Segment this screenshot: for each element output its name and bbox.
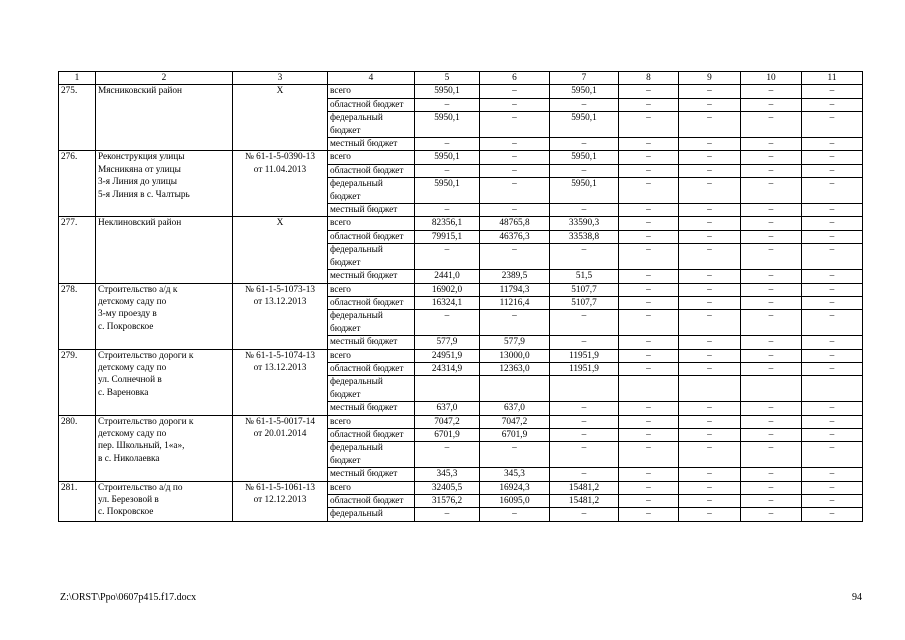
value-cell: 12363,0: [480, 362, 550, 375]
value-cell: 5950,1: [550, 151, 619, 164]
object-name: [96, 349, 233, 415]
value-cell: –: [550, 310, 619, 336]
object-name: [96, 217, 233, 283]
value-cell: 24951,9: [415, 349, 480, 362]
value-cell: –: [619, 85, 679, 98]
object-name-line: Строительство а/д по: [98, 482, 183, 493]
value-cell: –: [679, 270, 741, 283]
value-cell: –: [802, 402, 863, 415]
column-number-header: 10: [741, 72, 802, 85]
value-cell: –: [679, 244, 741, 270]
value-cell: –: [550, 508, 619, 521]
value-cell: –: [802, 230, 863, 243]
value-cell: –: [802, 98, 863, 111]
column-number-header: 7: [550, 72, 619, 85]
value-cell: [415, 376, 480, 402]
column-number-header: 2: [96, 72, 233, 85]
document-ref-line: № 61-1-5-1073-13: [244, 284, 316, 295]
value-cell: –: [741, 178, 802, 204]
value-cell: –: [741, 442, 802, 468]
budget-type: областной бюджет: [328, 428, 415, 441]
value-cell: 46376,3: [480, 230, 550, 243]
document-ref-line: Х: [276, 86, 284, 97]
value-cell: –: [480, 98, 550, 111]
column-number-header: 11: [802, 72, 863, 85]
column-number-header: 6: [480, 72, 550, 85]
value-cell: –: [802, 244, 863, 270]
value-cell: –: [619, 217, 679, 230]
value-cell: –: [741, 296, 802, 309]
budget-type: всего: [328, 283, 415, 296]
value-cell: 5107,7: [550, 296, 619, 309]
value-cell: –: [619, 468, 679, 481]
document-ref: [233, 283, 328, 349]
value-cell: 15481,2: [550, 495, 619, 508]
document-ref-line: от 13.12.2013: [253, 296, 307, 307]
value-cell: –: [415, 442, 480, 468]
value-cell: –: [619, 98, 679, 111]
value-cell: 5950,1: [550, 178, 619, 204]
value-cell: –: [415, 98, 480, 111]
value-cell: –: [415, 244, 480, 270]
value-cell: –: [741, 428, 802, 441]
budget-type: федеральный бюджет: [328, 310, 415, 336]
budget-type: федеральный бюджет: [328, 442, 415, 468]
object-name-line: ул. Березовой в: [98, 495, 159, 505]
value-cell: –: [619, 336, 679, 349]
value-cell: –: [480, 85, 550, 98]
object-name: [96, 151, 233, 217]
object-name: [96, 283, 233, 349]
value-cell: –: [679, 336, 741, 349]
value-cell: 5950,1: [415, 85, 480, 98]
budget-type: местный бюджет: [328, 468, 415, 481]
value-cell: 33590,3: [550, 217, 619, 230]
value-cell: 6701,9: [480, 428, 550, 441]
value-cell: –: [550, 442, 619, 468]
column-number-header: 4: [328, 72, 415, 85]
value-cell: –: [679, 217, 741, 230]
value-cell: –: [741, 85, 802, 98]
value-cell: –: [480, 204, 550, 217]
document-ref: [233, 85, 328, 151]
value-cell: –: [741, 204, 802, 217]
value-cell: –: [619, 349, 679, 362]
value-cell: –: [550, 138, 619, 151]
value-cell: 7047,2: [480, 415, 550, 428]
value-cell: 16095,0: [480, 495, 550, 508]
object-name-line: детскому саду по: [98, 428, 167, 439]
object-name-line: Реконструкция улицы: [98, 152, 185, 163]
value-cell: 16902,0: [415, 283, 480, 296]
value-cell: –: [741, 336, 802, 349]
value-cell: –: [679, 442, 741, 468]
document-ref-line: от 20.01.2014: [253, 428, 307, 439]
value-cell: 13000,0: [480, 349, 550, 362]
value-cell: –: [802, 336, 863, 349]
value-cell: –: [741, 310, 802, 336]
value-cell: –: [741, 138, 802, 151]
value-cell: –: [679, 362, 741, 375]
value-cell: –: [619, 244, 679, 270]
document-ref-line: № 61-1-5-0017-14: [244, 416, 316, 427]
value-cell: –: [802, 468, 863, 481]
value-cell: –: [802, 204, 863, 217]
table-row: [59, 85, 863, 98]
object-name-line: Строительство дороги к: [98, 416, 194, 427]
value-cell: –: [802, 138, 863, 151]
value-cell: –: [679, 296, 741, 309]
value-cell: –: [619, 112, 679, 138]
value-cell: –: [679, 310, 741, 336]
value-cell: –: [802, 151, 863, 164]
value-cell: –: [679, 495, 741, 508]
value-cell: 15481,2: [550, 481, 619, 494]
value-cell: –: [679, 112, 741, 138]
value-cell: [550, 376, 619, 402]
value-cell: 11216,4: [480, 296, 550, 309]
item-number: 275.: [59, 85, 96, 151]
value-cell: –: [480, 138, 550, 151]
value-cell: –: [741, 495, 802, 508]
value-cell: –: [802, 85, 863, 98]
value-cell: –: [802, 164, 863, 177]
budget-type: федеральный бюджет: [328, 244, 415, 270]
value-cell: –: [550, 428, 619, 441]
object-name-line: Мясниковский район: [98, 86, 182, 97]
value-cell: –: [802, 349, 863, 362]
value-cell: 16324,1: [415, 296, 480, 309]
item-number: 278.: [59, 283, 96, 349]
value-cell: –: [619, 138, 679, 151]
value-cell: 5950,1: [415, 112, 480, 138]
table-row: [59, 283, 863, 296]
value-cell: 2389,5: [480, 270, 550, 283]
column-number-header: 9: [679, 72, 741, 85]
budget-type: областной бюджет: [328, 98, 415, 111]
value-cell: –: [679, 204, 741, 217]
value-cell: –: [679, 164, 741, 177]
value-cell: –: [679, 428, 741, 441]
item-number: 277.: [59, 217, 96, 283]
value-cell: –: [741, 217, 802, 230]
value-cell: 48765,8: [480, 217, 550, 230]
budget-type: федеральный бюджет: [328, 376, 415, 402]
value-cell: –: [741, 415, 802, 428]
object-name-line: Строительство дороги к: [98, 350, 194, 361]
value-cell: –: [480, 310, 550, 336]
value-cell: –: [619, 178, 679, 204]
object-name-line: 3-я Линия до улицы: [98, 177, 177, 188]
document-ref: [233, 415, 328, 481]
value-cell: –: [550, 415, 619, 428]
document-ref-line: Х: [276, 218, 284, 229]
value-cell: –: [741, 283, 802, 296]
header-row: [59, 72, 863, 85]
table-body: [59, 72, 863, 522]
value-cell: –: [802, 508, 863, 521]
value-cell: –: [679, 230, 741, 243]
object-name-line: ул. Солнечной в: [98, 375, 162, 386]
budget-type: областной бюджет: [328, 164, 415, 177]
value-cell: 24314,9: [415, 362, 480, 375]
value-cell: –: [480, 112, 550, 138]
value-cell: 51,5: [550, 270, 619, 283]
value-cell: –: [679, 98, 741, 111]
value-cell: –: [741, 508, 802, 521]
table-row: [59, 151, 863, 164]
value-cell: –: [550, 336, 619, 349]
value-cell: –: [550, 244, 619, 270]
budget-type: местный бюджет: [328, 270, 415, 283]
value-cell: –: [480, 151, 550, 164]
value-cell: –: [802, 428, 863, 441]
value-cell: –: [802, 362, 863, 375]
document-ref-line: № 61-1-5-1074-13: [244, 350, 316, 361]
table-row: [59, 349, 863, 362]
budget-type: всего: [328, 217, 415, 230]
value-cell: 345,3: [415, 468, 480, 481]
budget-type: областной бюджет: [328, 362, 415, 375]
value-cell: –: [550, 204, 619, 217]
object-name-line: Неклиновский район: [98, 218, 182, 229]
value-cell: –: [741, 468, 802, 481]
value-cell: 82356,1: [415, 217, 480, 230]
value-cell: –: [679, 508, 741, 521]
budget-type: местный бюджет: [328, 138, 415, 151]
object-name-line: Строительство а/д к: [98, 284, 178, 295]
value-cell: –: [480, 442, 550, 468]
budget-type: областной бюджет: [328, 296, 415, 309]
value-cell: –: [619, 310, 679, 336]
value-cell: –: [741, 481, 802, 494]
value-cell: –: [619, 508, 679, 521]
table-row: [59, 217, 863, 230]
value-cell: –: [619, 495, 679, 508]
object-name-line: детскому саду по: [98, 362, 167, 373]
value-cell: –: [619, 164, 679, 177]
value-cell: –: [741, 98, 802, 111]
value-cell: –: [679, 402, 741, 415]
value-cell: –: [679, 415, 741, 428]
value-cell: 577,9: [480, 336, 550, 349]
value-cell: –: [415, 204, 480, 217]
value-cell: –: [619, 151, 679, 164]
value-cell: 5950,1: [415, 151, 480, 164]
budget-type: областной бюджет: [328, 230, 415, 243]
item-number: 276.: [59, 151, 96, 217]
document-ref: [233, 217, 328, 283]
budget-type: местный бюджет: [328, 402, 415, 415]
column-number-header: 3: [233, 72, 328, 85]
budget-type: всего: [328, 481, 415, 494]
budget-type: местный бюджет: [328, 336, 415, 349]
value-cell: [679, 376, 741, 402]
table-row: [59, 415, 863, 428]
object-name-line: детскому саду по: [98, 296, 167, 307]
object-name-line: 5-я Линия в с. Чалтырь: [98, 189, 190, 200]
object-name-line: в с. Николаевка: [98, 453, 160, 464]
column-number-header: 1: [59, 72, 96, 85]
object-name-line: 3-му проезду в: [98, 309, 157, 320]
value-cell: 33538,8: [550, 230, 619, 243]
value-cell: [802, 376, 863, 402]
value-cell: –: [415, 508, 480, 521]
column-number-header: 8: [619, 72, 679, 85]
value-cell: 7047,2: [415, 415, 480, 428]
value-cell: –: [619, 230, 679, 243]
value-cell: –: [619, 442, 679, 468]
value-cell: 31576,2: [415, 495, 480, 508]
document-ref: [233, 481, 328, 521]
value-cell: –: [619, 270, 679, 283]
budget-type: местный бюджет: [328, 204, 415, 217]
budget-type: всего: [328, 151, 415, 164]
value-cell: 577,9: [415, 336, 480, 349]
document-ref-line: № 61-1-5-0390-13: [244, 152, 316, 163]
object-name: [96, 85, 233, 151]
document-ref-line: от 11.04.2013: [253, 164, 307, 175]
value-cell: –: [619, 428, 679, 441]
value-cell: –: [741, 164, 802, 177]
value-cell: –: [550, 468, 619, 481]
value-cell: –: [679, 85, 741, 98]
value-cell: –: [741, 362, 802, 375]
value-cell: –: [679, 178, 741, 204]
value-cell: –: [415, 138, 480, 151]
value-cell: –: [619, 481, 679, 494]
value-cell: –: [619, 204, 679, 217]
budget-type: федеральный: [328, 508, 415, 521]
budget-table: [58, 71, 863, 522]
file-path: Z:\ORST\Ppo\0607p415.f17.docx: [60, 592, 197, 603]
value-cell: –: [741, 244, 802, 270]
value-cell: –: [415, 164, 480, 177]
value-cell: [619, 376, 679, 402]
value-cell: 6701,9: [415, 428, 480, 441]
object-name: [96, 481, 233, 521]
value-cell: –: [679, 481, 741, 494]
value-cell: –: [480, 508, 550, 521]
document-ref: [233, 349, 328, 415]
value-cell: –: [550, 164, 619, 177]
object-name-line: с. Покровское: [98, 321, 154, 332]
value-cell: –: [802, 495, 863, 508]
value-cell: –: [679, 468, 741, 481]
value-cell: –: [802, 481, 863, 494]
value-cell: –: [619, 402, 679, 415]
value-cell: –: [619, 296, 679, 309]
value-cell: 5107,7: [550, 283, 619, 296]
value-cell: –: [550, 402, 619, 415]
value-cell: –: [802, 310, 863, 336]
value-cell: –: [802, 270, 863, 283]
document-ref-line: от 13.12.2013: [253, 362, 307, 373]
value-cell: –: [480, 178, 550, 204]
value-cell: –: [619, 283, 679, 296]
object-name-line: Мясникяна от улицы: [98, 164, 181, 175]
object-name: [96, 415, 233, 481]
value-cell: –: [415, 310, 480, 336]
value-cell: 2441,0: [415, 270, 480, 283]
value-cell: –: [619, 415, 679, 428]
page-number: 94: [852, 592, 862, 603]
item-number: 280.: [59, 415, 96, 481]
object-name-line: пер. Школьный, 1«а»,: [98, 441, 185, 452]
value-cell: –: [741, 270, 802, 283]
document-ref-line: от 12.12.2013: [253, 495, 307, 505]
value-cell: –: [802, 442, 863, 468]
value-cell: 16924,3: [480, 481, 550, 494]
item-number: 281.: [59, 481, 96, 521]
document-ref-line: № 61-1-5-1061-13: [244, 482, 316, 493]
value-cell: 11951,9: [550, 349, 619, 362]
value-cell: –: [679, 283, 741, 296]
value-cell: –: [802, 178, 863, 204]
value-cell: –: [802, 112, 863, 138]
value-cell: 5950,1: [550, 85, 619, 98]
value-cell: 32405,5: [415, 481, 480, 494]
column-number-header: 5: [415, 72, 480, 85]
document-ref: [233, 151, 328, 217]
value-cell: –: [679, 151, 741, 164]
value-cell: 5950,1: [550, 112, 619, 138]
object-name-line: с. Покровское: [98, 507, 154, 518]
value-cell: 637,0: [415, 402, 480, 415]
value-cell: –: [480, 244, 550, 270]
value-cell: –: [802, 283, 863, 296]
budget-type: федеральный бюджет: [328, 112, 415, 138]
item-number: 279.: [59, 349, 96, 415]
value-cell: –: [741, 349, 802, 362]
value-cell: –: [480, 164, 550, 177]
value-cell: 637,0: [480, 402, 550, 415]
value-cell: 79915,1: [415, 230, 480, 243]
value-cell: –: [741, 402, 802, 415]
budget-type: всего: [328, 85, 415, 98]
budget-type: всего: [328, 415, 415, 428]
object-name-line: с. Вареновка: [98, 387, 149, 398]
value-cell: –: [741, 112, 802, 138]
budget-type: всего: [328, 349, 415, 362]
table-row: [59, 481, 863, 494]
budget-type: областной бюджет: [328, 495, 415, 508]
value-cell: 5950,1: [415, 178, 480, 204]
value-cell: –: [802, 415, 863, 428]
value-cell: [741, 376, 802, 402]
value-cell: 345,3: [480, 468, 550, 481]
value-cell: –: [802, 217, 863, 230]
value-cell: –: [619, 362, 679, 375]
value-cell: [480, 376, 550, 402]
budget-type: федеральный бюджет: [328, 178, 415, 204]
value-cell: –: [741, 230, 802, 243]
value-cell: 11951,9: [550, 362, 619, 375]
value-cell: –: [550, 98, 619, 111]
value-cell: –: [802, 296, 863, 309]
value-cell: –: [679, 349, 741, 362]
value-cell: 11794,3: [480, 283, 550, 296]
value-cell: –: [741, 151, 802, 164]
value-cell: –: [679, 138, 741, 151]
